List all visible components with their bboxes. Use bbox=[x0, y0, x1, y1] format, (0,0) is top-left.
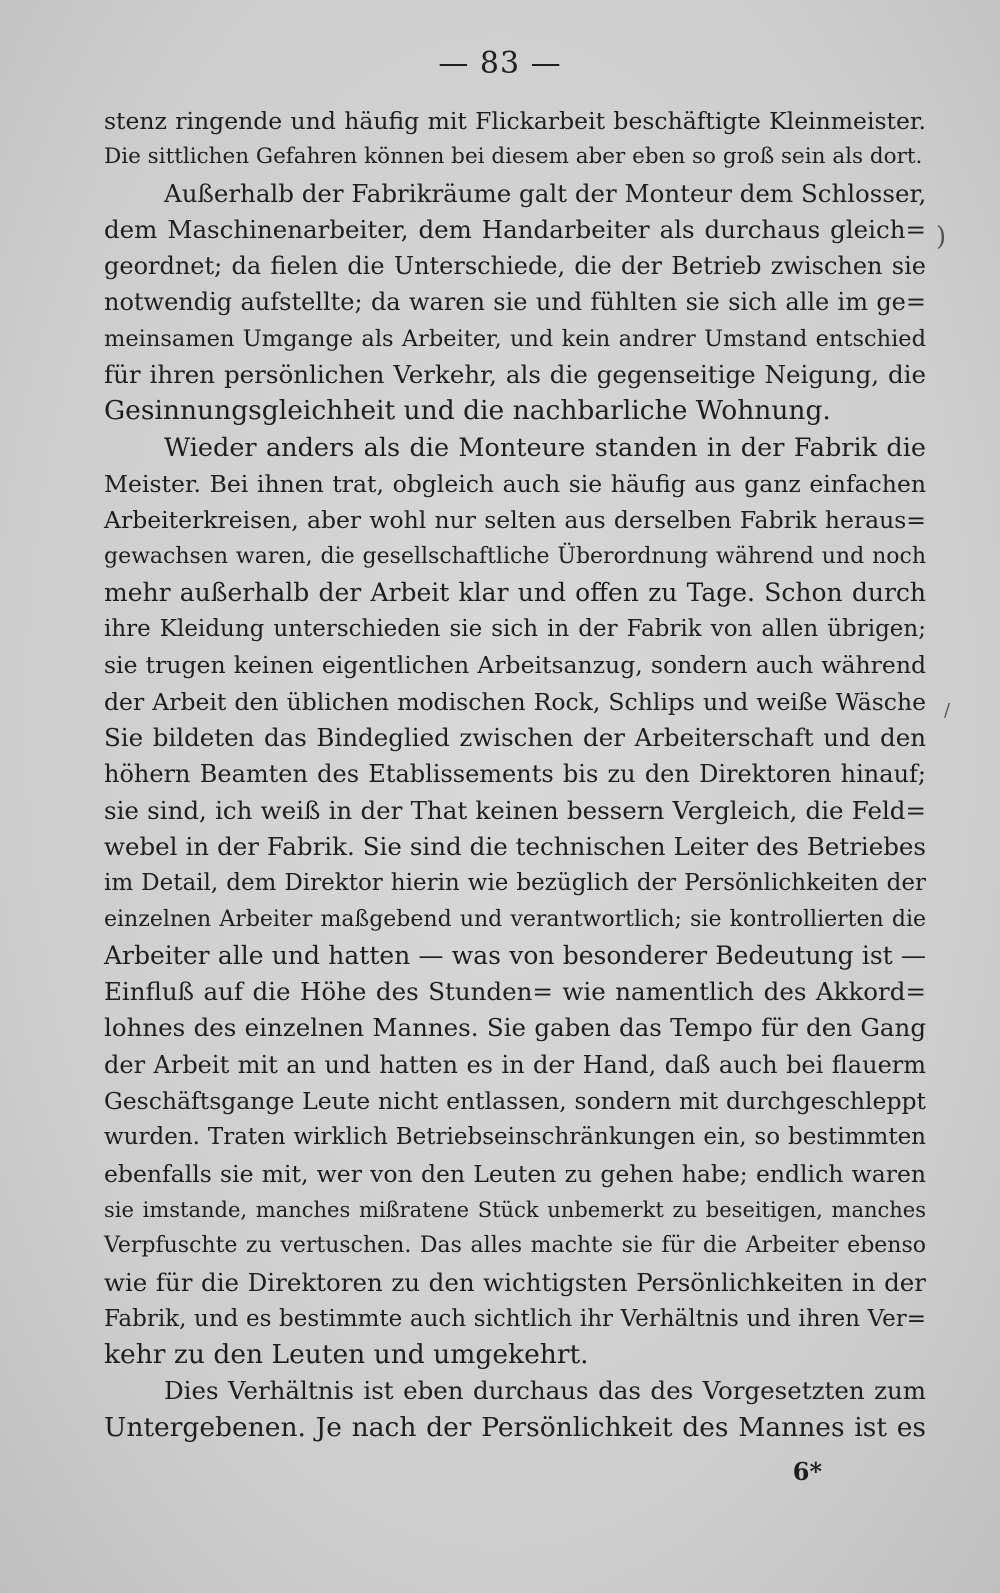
page-number: — 83 — bbox=[438, 46, 562, 81]
text-line: kehr zu den Leuten und umgekehrt. bbox=[104, 1339, 589, 1371]
signature-mark: 6* bbox=[792, 1457, 822, 1486]
text-line: für ihren persönlichen Verkehr, als die gegenseitige Neigung, die bbox=[104, 360, 926, 390]
text-line: sie trugen keinen eigentlichen Arbeitsanzug, sondern auch während bbox=[104, 651, 926, 680]
text-line: der Arbeit den üblichen modischen Rock, Schlips und weiße Wäsche bbox=[104, 687, 926, 716]
text-line: der Arbeit mit an und hatten es in der Hand, daß auch bei flauerm bbox=[104, 1050, 926, 1079]
text-line: notwendig aufstellte; da waren sie und fühlten sie sich alle im ge= bbox=[104, 288, 926, 317]
text-line: im Detail, dem Direktor hierin wie bezüglich der Persönlichkeiten der bbox=[104, 870, 926, 897]
text-line: geordnet; da fielen die Unterschiede, die der Betrieb zwischen sie bbox=[104, 252, 926, 281]
text-line: Sie bildeten das Bindeglied zwischen der Arbeiterschaft und den bbox=[104, 723, 926, 753]
text-line: Untergebenen. Je nach der Persönlichkeit des Mannes ist es bbox=[104, 1411, 926, 1443]
text-line: Die sittlichen Gefahren können bei diesem aber eben so groß sein als dort. bbox=[104, 144, 923, 170]
text-line: Wieder anders als die Monteure standen in der Fabrik die bbox=[164, 432, 926, 463]
text-line: gewachsen waren, die gesellschaftliche Überordnung während und noch bbox=[104, 543, 926, 569]
text-line: webel in der Fabrik. Sie sind die technischen Leiter des Betriebes bbox=[104, 831, 926, 861]
text-line: Dies Verhältnis ist eben durchaus das des Vorgesetzten zum bbox=[164, 1376, 926, 1406]
text-line: wie für die Direktoren zu den wichtigsten Persönlichkeiten in der bbox=[104, 1267, 926, 1297]
text-line: Arbeiter alle und hatten — was von besonderer Bedeutung ist — bbox=[104, 940, 926, 970]
margin-mark: ) bbox=[936, 222, 947, 252]
margin-mark: / bbox=[944, 700, 951, 721]
text-line: einzelnen Arbeiter maßgebend und verantwortlich; sie kontrollierten die bbox=[104, 906, 926, 932]
text-line: sie sind, ich weiß in der That keinen bessern Vergleich, die Feld= bbox=[104, 795, 926, 825]
text-line: meinsamen Umgange als Arbeiter, und kein andrer Umstand entschied bbox=[104, 325, 926, 352]
text-line: Außerhalb der Fabrikräume galt der Monteur dem Schlosser, bbox=[164, 178, 927, 208]
text-line: ebenfalls sie mit, wer von den Leuten zu gehen habe; endlich waren bbox=[104, 1159, 926, 1188]
text-line: Gesinnungsgleichheit und die nachbarliche Wohnung. bbox=[104, 395, 831, 427]
text-line: Arbeiterkreisen, aber wohl nur selten aus derselben Fabrik heraus= bbox=[104, 506, 926, 535]
text-line: Fabrik, und es bestimmte auch sichtlich ihr Verhältnis und ihren Ver= bbox=[104, 1305, 926, 1332]
body-text bbox=[104, 103, 926, 1446]
text-line: Verpfuschte zu vertuschen. Das alles machte sie für die Arbeiter ebenso bbox=[104, 1233, 926, 1259]
text-line: ihre Kleidung unterschieden sie sich in der Fabrik von allen übrigen; bbox=[104, 616, 926, 643]
text-line: Geschäftsgange Leute nicht entlassen, sondern mit durchgeschleppt bbox=[104, 1087, 926, 1116]
text-line: stenz ringende und häufig mit Flickarbeit beschäftigte Kleinmeister. bbox=[104, 107, 926, 135]
text-line: wurden. Traten wirklich Betriebseinschränkungen ein, so bestimmten bbox=[104, 1124, 926, 1151]
text-line: höhern Beamten des Etablissements bis zu den Direktoren hinauf; bbox=[104, 760, 926, 789]
text-line: dem Maschinenarbeiter, dem Handarbeiter als durchaus gleich= bbox=[104, 214, 926, 244]
text-line: lohnes des einzelnen Mannes. Sie gaben das Tempo für den Gang bbox=[104, 1013, 926, 1043]
text-line: Meister. Bei ihnen trat, obgleich auch sie häufig aus ganz einfachen bbox=[104, 469, 926, 498]
text-line: sie imstande, manches mißratene Stück unbemerkt zu beseitigen, manches bbox=[104, 1197, 926, 1222]
text-line: mehr außerhalb der Arbeit klar und offen zu Tage. Schon durch bbox=[104, 577, 926, 607]
text-line: Einfluß auf die Höhe des Stunden= wie namentlich des Akkord= bbox=[104, 977, 926, 1007]
